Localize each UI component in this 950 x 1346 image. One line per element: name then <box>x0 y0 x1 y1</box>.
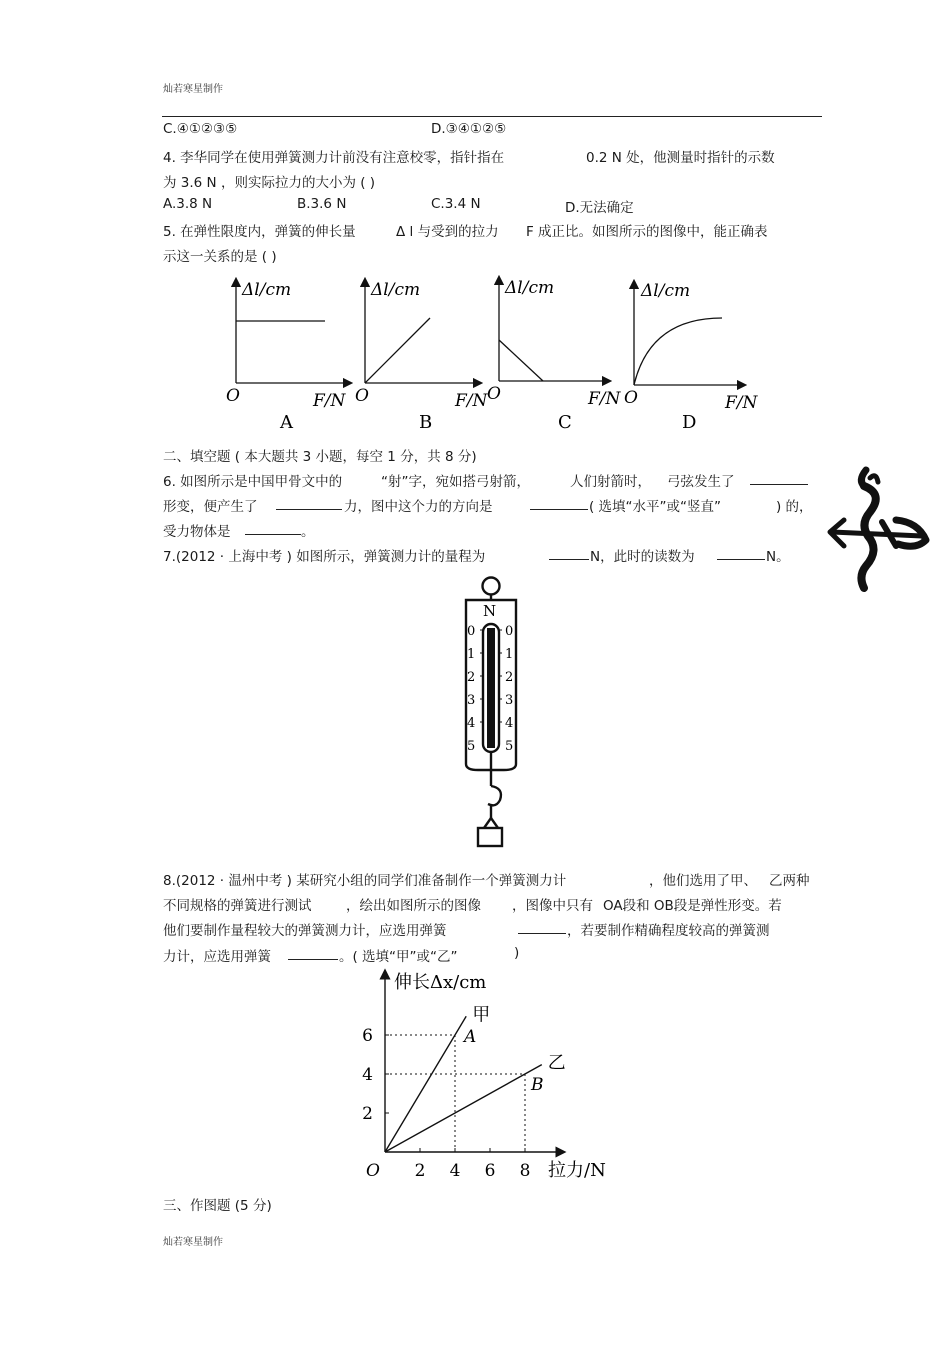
q8-line3-b: ，若要制作精确程度较高的弹簧测 <box>567 923 770 939</box>
q8-line2-d: OA段和 OB段是弹性形变。若 <box>603 898 782 914</box>
q6-line2-d: ) 的， <box>776 499 813 515</box>
q5-graphs <box>210 270 790 440</box>
q8-x-label: 拉力/N <box>548 1160 606 1181</box>
graph-c-ylabel: Δl/cm <box>505 278 555 298</box>
series-line <box>385 1065 542 1152</box>
graph-c-origin: O <box>487 384 501 404</box>
graph-a-caption: A <box>280 412 293 433</box>
q6-line1-b: “射”字，宛如搭弓射箭， <box>381 474 530 490</box>
q6-blank-1[interactable] <box>750 472 808 485</box>
scale-number-left: 4 <box>467 716 476 731</box>
q5-line1-a: 5. 在弹性限度内，弹簧的伸长量 <box>163 224 356 240</box>
q8-plot-area <box>362 1004 566 1181</box>
q6-line1-c: 人们射箭时， <box>570 474 651 490</box>
scale-number-right: 3 <box>505 693 514 708</box>
q8-line3-a: 他们要制作量程较大的弹簧测力计，应选用弹簧 <box>163 923 447 939</box>
q5-line1-c: F 成正比。如图所示的图像中，能正确表 <box>526 224 768 240</box>
q6-line3-a: 受力物体是 <box>163 524 231 540</box>
q8-line1-a: 8.(2012 · 温州中考 ) 某研究小组的同学们准备制作一个弹簧测力计 <box>163 873 567 889</box>
q5-line2: 示这一关系的是 ( ) <box>163 249 277 265</box>
q6-blank-3[interactable] <box>530 497 588 510</box>
q8-line4-b: 。( 选填“甲”或“乙” <box>339 949 458 965</box>
scale-number-right: 5 <box>505 739 514 754</box>
graph-b-ylabel: Δl/cm <box>371 280 421 300</box>
q3-option-c: C.④①②③⑤ <box>163 121 238 137</box>
q4-line2: 为 3.6 N ，则实际拉力的大小为 ( ) <box>163 175 376 191</box>
q8-blank-2[interactable] <box>288 947 338 960</box>
q8-origin: O <box>366 1161 380 1181</box>
x-tick-label: 6 <box>484 1161 496 1181</box>
graph-b-caption: B <box>419 412 433 433</box>
q6-line1-d: 弓弦发生了 <box>667 474 735 490</box>
q4-option-b: B.3.6 N <box>297 196 347 212</box>
scale-number-left: 0 <box>467 624 476 639</box>
q8-line2-a: 不同规格的弹簧进行测试 <box>163 898 312 914</box>
scale-number-left: 2 <box>467 670 476 685</box>
point-label: A <box>464 1027 477 1047</box>
graph-c <box>487 278 622 433</box>
q6-line1-a: 6. 如图所示是中国甲骨文中的 <box>163 474 343 490</box>
section3-title: 三、作图题 (5 分) <box>163 1198 272 1214</box>
q8-line4-a: 力计，应选用弹簧 <box>163 949 271 965</box>
q7-text-a: 7.(2012 · 上海中考 ) 如图所示，弹簧测力计的量程为 <box>163 549 486 565</box>
q8-line2-b: ，绘出如图所示的图像 <box>346 898 481 914</box>
q4-option-c: C.3.4 N <box>431 196 481 212</box>
q6-line2-a: 形变，便产生了 <box>163 499 258 515</box>
q5-line1-b: Δ l 与受到的拉力 <box>396 224 499 240</box>
graph-c-caption: C <box>558 412 572 433</box>
graph-d-origin: O <box>624 388 638 408</box>
graph-d-caption: D <box>682 412 697 433</box>
q4-option-a: A.3.8 N <box>163 196 213 212</box>
header-watermark: 灿若寒星制作 <box>163 84 223 95</box>
q8-y-label: 伸长Δx/cm <box>394 972 487 993</box>
q8-chart <box>356 966 628 1182</box>
spring-scale-figure <box>458 574 528 850</box>
scale-number-left: 5 <box>467 739 476 754</box>
graph-a-origin: O <box>226 386 240 406</box>
x-tick-label: 4 <box>449 1161 461 1181</box>
section2-title: 二、填空题 ( 本大题共 3 小题，每空 1 分，共 8 分) <box>163 449 477 465</box>
graph-d <box>624 281 759 433</box>
oracle-bone-she-character-image <box>826 464 934 596</box>
q8-line1-b: ，他们选用了甲、 <box>649 873 757 889</box>
series-name: 甲 <box>472 1004 491 1026</box>
graph-c-xlabel: F/N <box>588 389 621 409</box>
y-tick-label: 6 <box>362 1026 373 1046</box>
graph-b <box>355 280 489 433</box>
q7-text-b: N，此时的读数为 <box>590 549 695 565</box>
y-tick-label: 4 <box>362 1065 373 1085</box>
spring-scale-unit: N <box>483 602 497 620</box>
q8-line1-c: 乙两种 <box>769 873 810 889</box>
graph-a-ylabel: Δl/cm <box>242 280 292 300</box>
q6-line2-b: 力，图中这个力的方向是 <box>344 499 493 515</box>
graph-b-origin: O <box>355 386 369 406</box>
y-tick-label: 2 <box>362 1104 373 1124</box>
q6-blank-2[interactable] <box>276 497 342 510</box>
scale-number-right: 2 <box>505 670 514 685</box>
q6-line2-c: ( 选填“水平”或“竖直” <box>589 499 722 515</box>
q3-option-d: D.③④①②⑤ <box>431 121 507 137</box>
graph-a <box>226 280 348 433</box>
scale-number-left: 1 <box>467 647 476 662</box>
scale-number-left: 3 <box>467 693 476 708</box>
q7-text-c: N。 <box>766 549 790 565</box>
q7-blank-range[interactable] <box>549 547 589 560</box>
series-line <box>385 1016 466 1152</box>
graph-c-line <box>499 340 543 381</box>
scale-number-right: 1 <box>505 647 514 662</box>
graph-b-xlabel: F/N <box>455 391 488 411</box>
graph-d-ylabel: Δl/cm <box>641 281 691 301</box>
header-divider <box>162 116 822 117</box>
graph-d-xlabel: F/N <box>725 393 758 413</box>
graph-a-xlabel: F/N <box>313 391 346 411</box>
scale-number-right: 0 <box>505 624 514 639</box>
graph-d-curve <box>634 318 722 385</box>
x-tick-label: 8 <box>519 1161 531 1181</box>
q8-line4-c: ) <box>514 945 520 961</box>
q4-line1-a: 4. 李华同学在使用弹簧测力计前没有注意校零，指针指在 <box>163 150 505 166</box>
x-tick-label: 2 <box>414 1161 426 1181</box>
q7-blank-reading[interactable] <box>717 547 765 560</box>
scale-number-right: 4 <box>505 716 514 731</box>
series-name: 乙 <box>547 1052 566 1074</box>
footer-watermark: 灿若寒星制作 <box>163 1237 223 1248</box>
point-label: B <box>531 1075 544 1095</box>
q8-line2-c: ，图像中只有 <box>512 898 593 914</box>
q6-line3-b: 。 <box>301 524 315 540</box>
graph-b-line <box>365 318 430 383</box>
q4-option-d: D.无法确定 <box>565 200 634 216</box>
q4-line1-b: 0.2 N 处，他测量时指针的示数 <box>586 150 775 166</box>
q8-blank-1[interactable] <box>518 921 566 934</box>
q6-blank-4[interactable] <box>245 522 301 535</box>
